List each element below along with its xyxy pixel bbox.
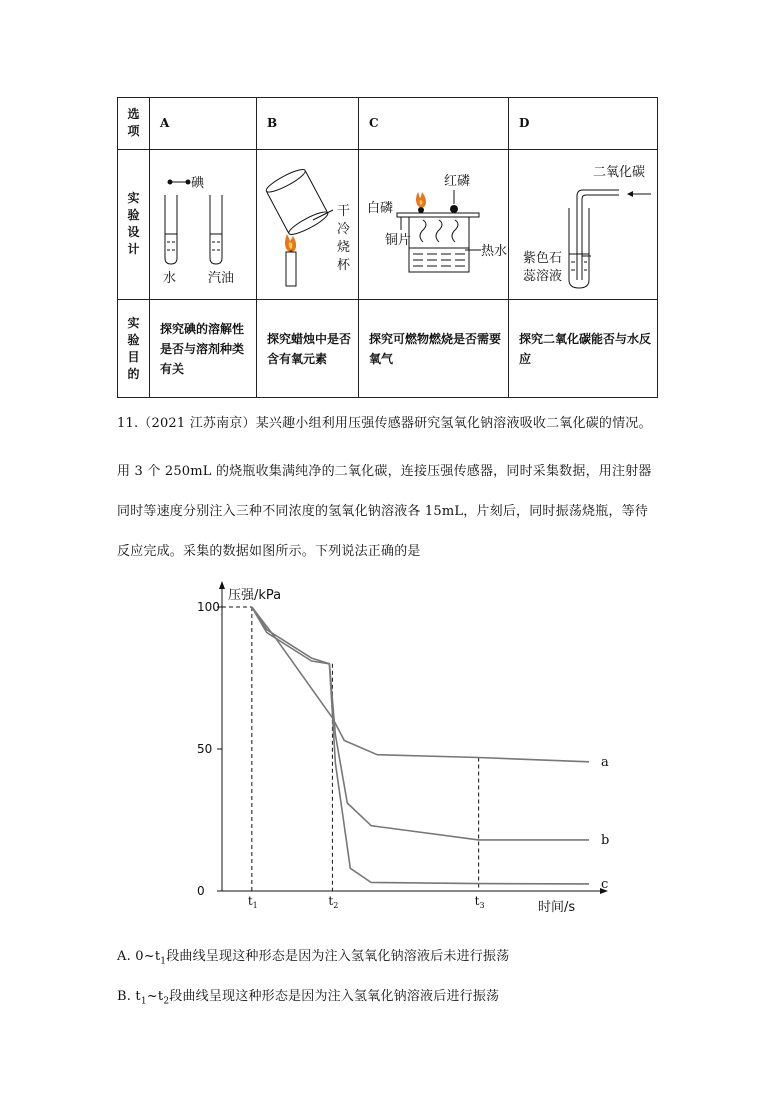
design-d-diagram (509, 150, 657, 298)
cup-label-2: 冷 (337, 222, 351, 238)
design-a-cell (150, 149, 257, 300)
litmus-label-2: 蕊溶液 (523, 269, 563, 285)
experiment-table (117, 97, 658, 398)
question-line-3: 同时等速度分别注入三种不同浓度的氢氧化钠溶液各 15mL，片刻后，同时振荡烧瓶，等待 (117, 504, 649, 519)
design-b-cell (257, 149, 359, 300)
option-a-prefix: A. 0~t (117, 949, 161, 964)
header-option-c: C (359, 98, 509, 150)
question-line-1: 11.（2021 江苏南京）某兴趣小组利用压强传感器研究氢氧化钠溶液吸收二氧化碳的情况。 (117, 416, 652, 431)
red-phosphorus (450, 205, 458, 213)
y-tick-label: 100 (197, 600, 220, 614)
series-a-line (252, 607, 589, 762)
hot-water-label: 热水 (481, 244, 508, 260)
option-b (117, 985, 677, 1007)
header-option-d: D (509, 98, 658, 150)
water-label: 水 (163, 271, 177, 287)
water-lines (413, 254, 465, 266)
flame-icon (416, 192, 426, 208)
purpose-label: 实 验 目 的 (127, 315, 140, 381)
series-c-line (252, 607, 589, 884)
series-c-label: c (601, 876, 609, 892)
pressure-chart (0, 570, 780, 930)
x-axis-label: 时间/s (538, 900, 576, 915)
iodine-dot (168, 180, 173, 185)
header-label-cell (118, 98, 150, 150)
delivery-tube (577, 190, 619, 280)
question-line-4: 反应完成。采集的数据如图所示。下列说法正确的是 (117, 544, 421, 559)
option-a-text: 段曲线呈现这种形态是因为注入氢氧化钠溶液后未进行振荡 (166, 949, 510, 964)
steam-lines (420, 220, 458, 242)
beaker (409, 217, 469, 272)
right-test-tube (210, 195, 222, 264)
test-tube (569, 208, 589, 288)
cup-label-4: 杯 (337, 258, 351, 274)
co2-label: 二氧化碳 (593, 165, 646, 181)
y-tick-label: 50 (197, 742, 213, 756)
x-tick-label-t2: $t_2$ (328, 894, 339, 910)
header-option-b: B (257, 98, 359, 150)
left-test-tube (165, 195, 177, 264)
cup-label-3: 烧 (337, 240, 351, 256)
white-phosphorus-label: 白磷 (367, 201, 394, 217)
table-header-row (118, 98, 658, 150)
iodine-dot (186, 180, 191, 185)
header-option-a: A (150, 98, 257, 150)
header-label: 选 项 (127, 107, 140, 139)
y-tick-label: 0 (197, 884, 205, 898)
design-row (118, 149, 658, 300)
option-b-prefix: B. t (117, 989, 141, 1004)
design-label: 实 验 设 计 (127, 191, 140, 257)
option-a-sub: 1 (160, 956, 167, 967)
design-c-diagram (359, 150, 508, 298)
option-b-sub1: 1 (140, 996, 147, 1007)
gasoline-label: 汽油 (208, 271, 235, 287)
option-a (117, 945, 677, 967)
x-tick-label-t3: $t_3$ (474, 894, 485, 910)
iodine-label: 碘 (191, 176, 205, 192)
design-a-diagram (150, 150, 256, 298)
purpose-row (118, 300, 658, 398)
x-tick-label-t1: $t_1$ (247, 894, 258, 910)
series-b-line (252, 607, 589, 840)
series-a-label: a (601, 754, 609, 770)
y-axis-arrow (219, 581, 225, 589)
litmus-label-1: 紫色石 (523, 251, 563, 267)
copper-label: 铜片 (385, 233, 412, 249)
white-phosphorus (418, 207, 424, 213)
design-b-diagram (257, 150, 358, 298)
option-b-sub2: 2 (163, 996, 170, 1007)
option-b-text: 段曲线呈现这种形态是因为注入氢氧化钠溶液后进行振荡 (169, 989, 500, 1004)
option-b-mid: ~t (146, 989, 164, 1004)
dry-cold-beaker (264, 166, 330, 238)
candle (286, 252, 296, 286)
y-axis-label: 压强/kPa (228, 588, 282, 603)
purpose-c: 探究可燃物燃烧是否需要氧气 (359, 300, 509, 398)
design-label-cell (118, 149, 150, 300)
design-d-cell (509, 149, 658, 300)
purpose-a: 探究碘的溶解性是否与溶剂种类有关 (150, 300, 257, 398)
candle-flame-icon (285, 234, 296, 252)
purpose-d: 探究二氧化碳能否与水反应 (509, 300, 658, 398)
purpose-b: 探究蜡烛中是否含有氧元素 (257, 300, 359, 398)
purpose-label-cell (118, 300, 150, 398)
question-line-2: 用 3 个 250mL 的烧瓶收集满纯净的二氧化碳，连接压强传感器，同时采集数据，用注射器 (117, 464, 652, 479)
cup-label-1: 干 (337, 204, 351, 220)
copper-plate (397, 213, 479, 217)
red-phosphorus-label: 红磷 (444, 174, 471, 190)
design-c-cell (359, 149, 509, 300)
series-b-label: b (601, 832, 610, 848)
